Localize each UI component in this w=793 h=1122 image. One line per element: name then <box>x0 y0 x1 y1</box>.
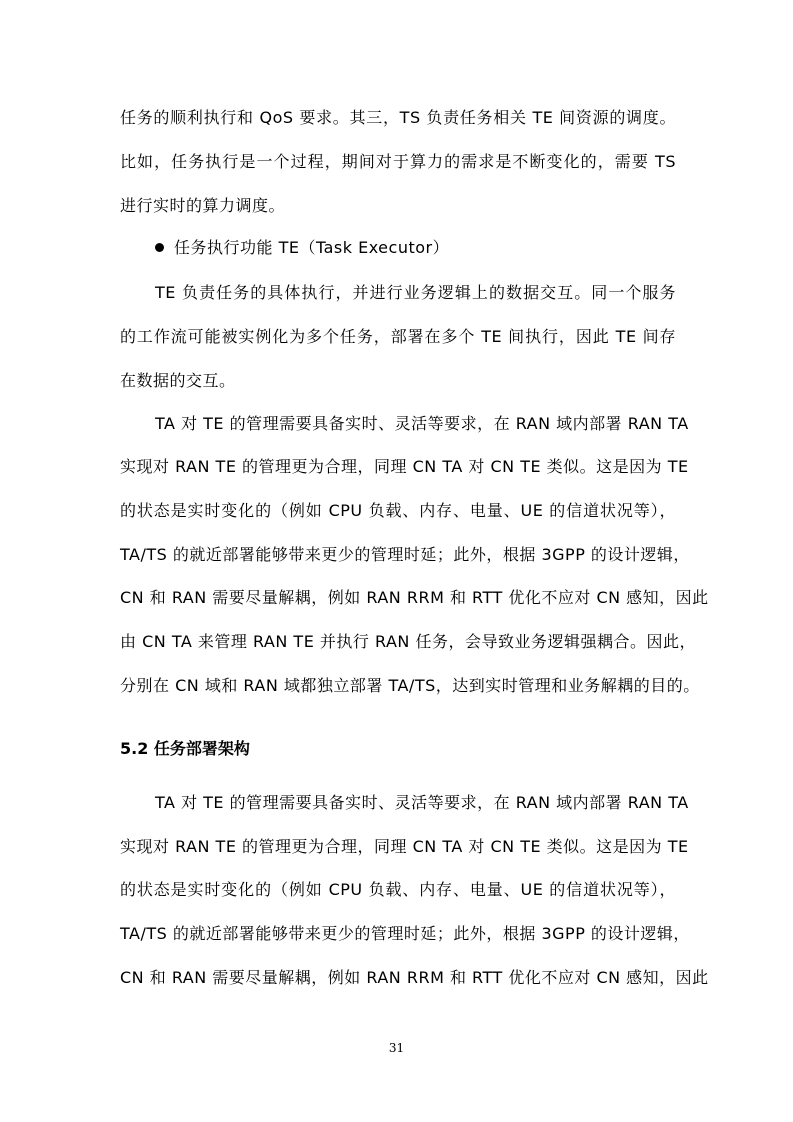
paragraph-4-line-3: 的状态是实时变化的（例如 CPU 负载、内存、电量、UE 的信道状况等）， <box>120 880 676 899</box>
paragraph-2-line-3: 在数据的交互。 <box>120 371 236 390</box>
paragraph-1-line-3: 进行实时的算力调度。 <box>120 196 286 215</box>
paragraph-3-line-4: TA/TS 的就近部署能够带来更少的管理时延；此外，根据 3GPP 的设计逻辑， <box>120 545 690 564</box>
paragraph-1-line-2: 比如，任务执行是一个过程，期间对于算力的需求是不断变化的，需要 TS <box>120 152 676 171</box>
paragraph-2-line-2: 的工作流可能被实例化为多个任务，部署在多个 TE 间执行，因此 TE 间存 <box>120 327 676 346</box>
section-heading: 5.2 任务部署架构 <box>120 739 250 758</box>
paragraph-3-line-2: 实现对 RAN TE 的管理更为合理，同理 CN TA 对 CN TE 类似。这是因为 TE <box>120 457 689 476</box>
bullet-item-text: 任务执行功能 TE（Task Executor） <box>174 238 450 257</box>
paragraph-3-line-5: CN 和 RAN 需要尽量解耦，例如 RAN RRM 和 RTT 优化不应对 CN 感知，因此 <box>120 588 709 607</box>
paragraph-2-line-1: TE 负责任务的具体执行，并进行业务逻辑上的数据交互。同一个服务 <box>155 283 676 302</box>
paragraph-4-line-4: TA/TS 的就近部署能够带来更少的管理时延；此外，根据 3GPP 的设计逻辑， <box>120 924 690 943</box>
page-number: 31 <box>388 1041 405 1055</box>
paragraph-1-line-1: 任务的顺利执行和 QoS 要求。其三，TS 负责任务相关 TE 间资源的调度。 <box>120 108 676 127</box>
paragraph-3-line-1: TA 对 TE 的管理需要具备实时、灵活等要求，在 RAN 域内部署 RAN TA <box>155 414 689 433</box>
paragraph-3-line-3: 的状态是实时变化的（例如 CPU 负载、内存、电量、UE 的信道状况等）， <box>120 501 676 520</box>
paragraph-3-line-7: 分别在 CN 域和 RAN 域都独立部署 TA/TS，达到实时管理和业务解耦的目的。 <box>120 676 700 695</box>
paragraph-4-line-1: TA 对 TE 的管理需要具备实时、灵活等要求，在 RAN 域内部署 RAN TA <box>155 793 689 812</box>
bullet-item <box>155 238 449 258</box>
paragraph-4-line-2: 实现对 RAN TE 的管理更为合理，同理 CN TA 对 CN TE 类似。这是因为 TE <box>120 837 689 856</box>
paragraph-4-line-5: CN 和 RAN 需要尽量解耦，例如 RAN RRM 和 RTT 优化不应对 CN 感知，因此 <box>120 968 709 987</box>
paragraph-3-line-6: 由 CN TA 来管理 RAN TE 并执行 RAN 任务，会导致业务逻辑强耦合。因此， <box>120 632 696 651</box>
bullet-icon <box>155 243 164 252</box>
